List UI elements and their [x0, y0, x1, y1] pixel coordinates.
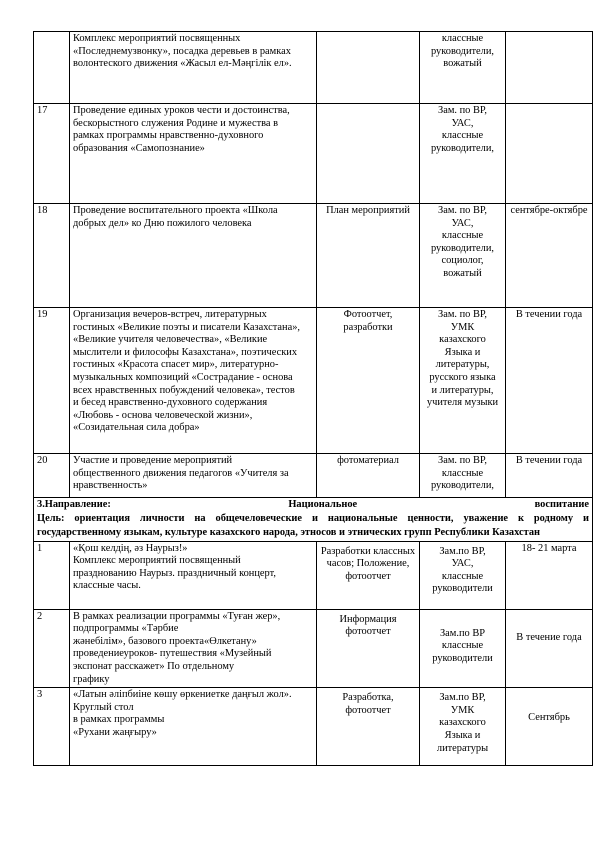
text-line: казахского	[439, 334, 486, 346]
text-line: нравственность»	[73, 480, 148, 492]
section-header	[34, 498, 593, 542]
text-line: классные	[441, 130, 484, 142]
responsible	[420, 688, 506, 766]
text-line: классные	[441, 33, 484, 44]
text-line: графику	[73, 673, 110, 685]
text-line: Зам. по ВР,	[438, 309, 487, 320]
completion-form	[317, 32, 420, 104]
text-line: и бесед нравственно-духовного содержания	[73, 397, 268, 409]
text-line: учителя музыки	[426, 397, 499, 409]
table-row	[34, 104, 593, 204]
responsible	[420, 204, 506, 308]
text-line: руководители,	[430, 45, 495, 57]
table-row	[34, 454, 593, 498]
deadline: В течении года	[506, 454, 593, 498]
text-line: Зам. по ВР,	[438, 455, 487, 466]
section-direction-type: воспитание	[534, 499, 589, 510]
text-line: Зам.по ВР	[439, 627, 486, 639]
text-line: Языка и	[444, 729, 481, 741]
text-line: бескорыстного служения Родине и мужества в	[73, 117, 279, 129]
completion-form: Разработка, фотоотчет	[317, 688, 420, 766]
row-number: 2	[34, 609, 70, 688]
section-goal: Цель: ориентация личности на общечеловеческие и национальные ценности, уважение к родному и государственному языкам, культуре казахского народа, этносов и этнических групп Республики Казахстан	[37, 512, 589, 538]
responsible	[420, 609, 506, 688]
text-line: классные	[441, 230, 484, 242]
text-line: волонтеского движения «Жасыл ел-Мәңгілік ел».	[73, 58, 292, 70]
text-line: экспонат расскажет» По отдельному	[73, 660, 235, 672]
text-line: руководители,	[430, 242, 495, 254]
text-line: УМК	[450, 321, 475, 333]
event-description	[70, 204, 317, 308]
text-line: Зам.по ВР,	[439, 545, 486, 557]
text-line: русского языка	[429, 371, 496, 383]
text-line: общественного движения педагогов «Учителя за	[73, 467, 289, 479]
text-line: мыслители и философы Казахстана», поэтических	[73, 346, 298, 358]
text-line: «Рухани жаңғыру»	[73, 726, 157, 738]
deadline: В течении года	[506, 308, 593, 454]
text-line: УАС,	[451, 117, 474, 129]
text-line: образования «Самопознание»	[73, 142, 205, 154]
row-number: 17	[34, 104, 70, 204]
text-line: классные часы.	[73, 580, 141, 592]
text-line: Проведение единых уроков чести и достоинства,	[73, 105, 290, 116]
text-line: классные	[441, 640, 484, 652]
row-number: 19	[34, 308, 70, 454]
text-line: Организация вечеров-встреч, литературных	[73, 309, 267, 320]
event-description	[70, 688, 317, 766]
text-line: всех нравственных побуждений человека», тестов	[73, 384, 295, 396]
deadline	[506, 104, 593, 204]
row-number: 18	[34, 204, 70, 308]
text-line: классные	[441, 570, 484, 582]
responsible	[420, 32, 506, 104]
text-line: литературы,	[435, 359, 490, 371]
text-line: «Қош келдің, әз Наурыз!»	[73, 542, 188, 554]
text-line: УАС,	[451, 217, 474, 229]
table-row	[34, 609, 593, 688]
text-line: вожатый	[443, 58, 482, 70]
text-line: рамках программы нравственно-духовного	[73, 130, 264, 142]
text-line: «Великие учителя человечества», «Великие	[73, 334, 268, 346]
table-row	[34, 541, 593, 609]
section-direction-name: Национальное	[288, 499, 358, 510]
text-line: Комплекс мероприятий посвященный	[73, 555, 241, 567]
text-line: Комплекс мероприятий посвященных	[73, 33, 241, 44]
text-line: «Любовь - основа человеческой жизни»,	[73, 409, 253, 421]
text-line: руководители,	[430, 142, 495, 154]
text-line: литературы	[436, 742, 489, 754]
text-line: Зам. по ВР,	[438, 205, 487, 216]
text-line: руководители	[432, 652, 493, 664]
event-description	[70, 308, 317, 454]
text-line: подпрограммы «Тәрбие	[73, 623, 179, 635]
event-description	[70, 541, 317, 609]
text-line: и литературы,	[431, 384, 494, 396]
responsible	[420, 454, 506, 498]
text-line: УМК	[450, 704, 475, 716]
row-number: 1	[34, 541, 70, 609]
event-description	[70, 609, 317, 688]
text-line: «Последнемузвонку», посадка деревьев в рамках	[73, 45, 291, 57]
text-line: Проведение воспитательного проекта «Школа	[73, 205, 278, 216]
event-description	[70, 32, 317, 104]
table-row	[34, 32, 593, 104]
text-line: классные	[441, 467, 484, 479]
row-number: 20	[34, 454, 70, 498]
section-direction-label: 3.Направление:	[37, 499, 111, 510]
deadline	[506, 32, 593, 104]
text-line: музыкальных композиций «Сострадание - основа	[73, 371, 293, 383]
completion-form: Информация фотоотчет	[317, 609, 420, 688]
deadline: 18- 21 марта	[506, 541, 593, 609]
text-line: казахского	[439, 717, 486, 729]
text-line: руководители	[432, 583, 493, 595]
section-heading-cell	[34, 498, 593, 542]
text-line: социолог,	[441, 255, 484, 267]
text-line: руководители,	[430, 480, 495, 492]
text-line: в рамках программы	[73, 714, 165, 726]
text-line: Языка и	[444, 346, 481, 358]
text-line: «Латын әліпбиіне көшу өркениетке даңғыл жол».	[73, 689, 292, 701]
text-line: гостиных «Красота спасет мир», литературно-	[73, 359, 279, 371]
table-body-bottom	[34, 541, 593, 766]
table-row	[34, 308, 593, 454]
completion-form: Фотоотчет, разработки	[317, 308, 420, 454]
text-line: УАС,	[451, 558, 474, 570]
table-body-top	[34, 32, 593, 498]
deadline: сентябре-октябре	[506, 204, 593, 308]
text-line: жәнебілім», базового проекта«Өлкетану»	[73, 635, 257, 647]
event-description	[70, 104, 317, 204]
table-row	[34, 204, 593, 308]
text-line: Зам. по ВР,	[438, 105, 487, 116]
deadline: Сентябрь	[506, 688, 593, 766]
text-line: В рамках реализации программы «Туған жер»,	[73, 610, 281, 622]
text-line: вожатый	[443, 267, 482, 279]
completion-form	[317, 104, 420, 204]
text-line: добрых дел» ко Дню пожилого человека	[73, 217, 252, 229]
table-row	[34, 688, 593, 766]
events-plan-table	[33, 31, 593, 766]
completion-form: План мероприятий	[317, 204, 420, 308]
row-number	[34, 32, 70, 104]
text-line: гостиных «Великие поэты и писатели Казахстана»,	[73, 321, 301, 333]
completion-form: Разработки классных часов; Положение, фотоотчет	[317, 541, 420, 609]
text-line: Круглый стол	[73, 701, 134, 713]
text-line: празднованию Наурыз. праздничный концерт,	[73, 567, 276, 579]
text-line: проведениеуроков- путешествия «Музейный	[73, 648, 272, 660]
text-line: «Созидательная сила добра»	[73, 422, 200, 434]
row-number: 3	[34, 688, 70, 766]
responsible	[420, 541, 506, 609]
responsible	[420, 104, 506, 204]
event-description	[70, 454, 317, 498]
text-line: Зам.по ВР,	[439, 692, 486, 704]
completion-form: фотоматериал	[317, 454, 420, 498]
responsible	[420, 308, 506, 454]
deadline: В течение года	[506, 609, 593, 688]
text-line: Участие и проведение мероприятий	[73, 455, 233, 466]
